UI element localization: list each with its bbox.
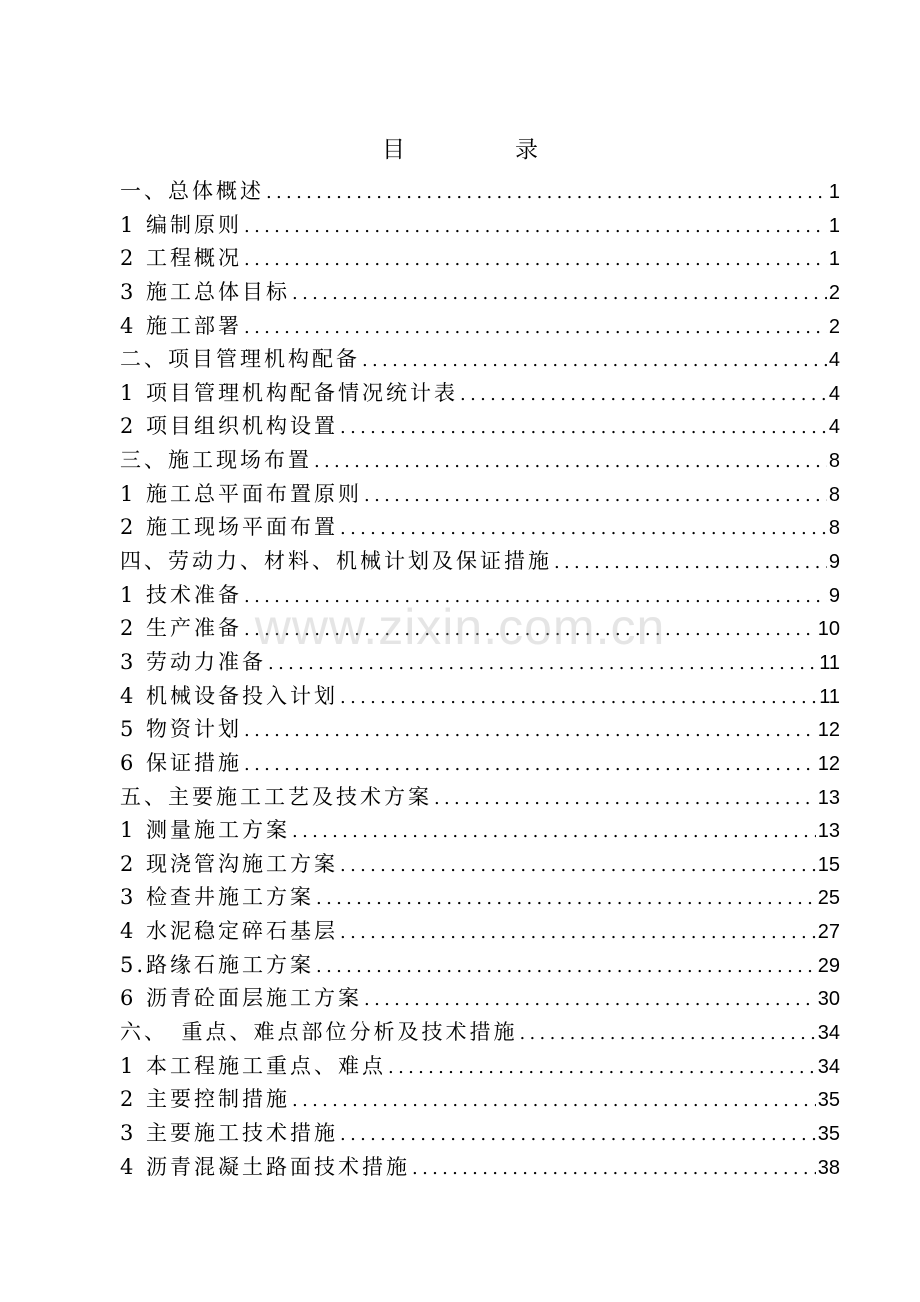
toc-entry-page: 8 [828, 483, 840, 506]
toc-entry[interactable] [120, 276, 840, 310]
toc-leader-dots [244, 317, 827, 338]
toc-entry-page: 1 [828, 181, 840, 203]
page-title-right: 录 [515, 137, 538, 163]
toc-entry-page: 4 [828, 416, 840, 439]
toc-entry-page: 35 [817, 1122, 840, 1145]
toc-entry[interactable] [120, 814, 840, 848]
toc-entry[interactable] [120, 881, 840, 915]
toc-entry[interactable] [120, 915, 840, 949]
toc-entry[interactable] [120, 1050, 840, 1084]
toc-leader-dots [434, 788, 816, 809]
toc-entry-label: 二、项目管理机构配备 [120, 347, 360, 372]
toc-entry[interactable] [120, 713, 840, 747]
toc-entry-label: 2 主要控制措施 [120, 1087, 291, 1112]
toc-leader-dots [266, 182, 827, 203]
toc-leader-dots [340, 518, 827, 539]
toc-entry-label: 4 机械设备投入计划 [120, 683, 339, 708]
toc-entry-label: 3 劳动力准备 [120, 649, 267, 674]
toc-leader-dots [362, 350, 827, 371]
toc-entry-label: 2 施工现场平面布置 [120, 515, 339, 540]
toc-entry-page: 2 [828, 315, 840, 338]
toc-entry-page: 29 [817, 954, 840, 977]
toc-entry-label: 4 水泥稳定碎石基层 [120, 919, 339, 944]
toc-leader-dots [340, 1124, 816, 1145]
toc-entry[interactable] [120, 1117, 840, 1151]
toc-entry[interactable] [120, 579, 840, 613]
toc-leader-dots [244, 619, 816, 640]
toc-leader-dots [292, 1090, 816, 1111]
toc-entry-page: 8 [828, 450, 840, 473]
toc-entry-page: 34 [817, 1022, 840, 1045]
toc-entry-label: 4 施工部署 [120, 313, 243, 338]
toc-entry-page: 1 [828, 214, 840, 237]
toc-leader-dots [316, 956, 816, 977]
toc-entry-label: 5.路缘石施工方案 [120, 952, 315, 977]
toc-entry-page: 38 [817, 1156, 840, 1179]
toc-entry-label: 四、劳动力、材料、机械计划及保证措施 [120, 549, 552, 574]
toc-entry-label: 4 沥青混凝土路面技术措施 [120, 1154, 411, 1179]
toc-entry[interactable] [120, 1151, 840, 1185]
page-title-left: 目 [382, 137, 405, 163]
toc-entry-label: 2 现浇管沟施工方案 [120, 851, 339, 876]
toc-entry[interactable] [120, 646, 840, 680]
toc-entry[interactable] [120, 1083, 840, 1117]
toc-entry[interactable] [120, 242, 840, 276]
toc-leader-dots [554, 552, 827, 573]
toc-entry[interactable] [120, 982, 840, 1016]
toc-entry-label: 3 主要施工技术措施 [120, 1120, 339, 1145]
toc-entry[interactable] [120, 343, 840, 377]
toc-entry[interactable] [120, 1016, 840, 1050]
toc-entry-page: 12 [817, 719, 840, 742]
toc-entry-page: 9 [828, 551, 840, 574]
toc-leader-dots [268, 653, 817, 674]
toc-leader-dots [340, 687, 817, 708]
toc-entry[interactable] [120, 545, 840, 579]
toc-entry-page: 27 [817, 921, 840, 944]
toc-entry[interactable] [120, 209, 840, 243]
toc-entry-label: 1 本工程施工重点、难点 [120, 1053, 387, 1078]
toc-entry-page: 1 [828, 248, 840, 271]
toc-entry-page: 13 [817, 786, 840, 809]
toc-entry-label: 三、施工现场布置 [120, 448, 312, 473]
toc-leader-dots [316, 888, 816, 909]
toc-leader-dots [340, 922, 816, 943]
toc-leader-dots [364, 989, 816, 1010]
toc-entry[interactable] [120, 781, 840, 815]
toc-entry-label: 1 项目管理机构配备情况统计表 [120, 380, 459, 405]
toc-leader-dots [412, 1158, 816, 1179]
toc-entry[interactable] [120, 848, 840, 882]
toc-entry-page: 15 [817, 853, 840, 876]
toc-entry-label: 2 工程概况 [120, 246, 243, 271]
toc-entry[interactable] [120, 175, 840, 209]
toc-entry-label: 2 生产准备 [120, 616, 243, 641]
toc-entry-page: 4 [828, 349, 840, 372]
toc-entry-page: 35 [817, 1089, 840, 1112]
toc-entry-label: 5 物资计划 [120, 717, 243, 742]
toc-entry-label: 一、总体概述 [120, 179, 264, 203]
toc-leader-dots [520, 1023, 816, 1044]
toc-entry-label: 3 检查井施工方案 [120, 885, 315, 910]
toc-entry-page: 9 [828, 584, 840, 607]
toc-entry-label: 2 项目组织机构设置 [120, 414, 339, 439]
toc-entry-label: 五、主要施工工艺及技术方案 [120, 784, 432, 809]
toc-entry-label: 6 保证措施 [120, 750, 243, 775]
toc-entry-page: 25 [817, 887, 840, 910]
table-of-contents [120, 175, 840, 1184]
toc-entry-label: 6 沥青砼面层施工方案 [120, 986, 363, 1011]
toc-leader-dots [364, 485, 827, 506]
toc-entry-page: 2 [828, 281, 840, 304]
toc-leader-dots [340, 855, 816, 876]
toc-entry[interactable] [120, 410, 840, 444]
toc-entry-page: 34 [817, 1055, 840, 1078]
toc-entry[interactable] [120, 949, 840, 983]
page-title [0, 133, 920, 167]
toc-entry-page: 12 [817, 752, 840, 775]
toc-leader-dots [388, 1057, 816, 1078]
toc-leader-dots [314, 451, 827, 472]
toc-entry[interactable] [120, 377, 840, 411]
toc-entry[interactable] [120, 310, 840, 344]
toc-entry-page: 13 [817, 820, 840, 843]
toc-entry-label: 3 施工总体目标 [120, 279, 291, 304]
toc-leader-dots [244, 586, 827, 607]
toc-leader-dots [292, 821, 816, 842]
toc-leader-dots [244, 249, 827, 270]
toc-leader-dots [244, 216, 827, 237]
toc-entry-label: 1 施工总平面布置原则 [120, 481, 363, 506]
toc-entry[interactable] [120, 444, 840, 478]
toc-entry-page: 11 [819, 651, 840, 674]
toc-leader-dots [460, 384, 827, 405]
toc-leader-dots [244, 720, 816, 741]
toc-entry-label: 1 测量施工方案 [120, 818, 291, 843]
toc-entry[interactable] [120, 478, 840, 512]
toc-entry[interactable] [120, 612, 840, 646]
toc-leader-dots [340, 417, 827, 438]
toc-entry-label: 六、 重点、难点部位分析及技术措施 [120, 1020, 518, 1045]
toc-entry[interactable] [120, 680, 840, 714]
toc-entry[interactable] [120, 511, 840, 545]
toc-entry-page: 8 [828, 517, 840, 540]
toc-entry-page: 4 [828, 382, 840, 405]
toc-entry[interactable] [120, 747, 840, 781]
toc-leader-dots [292, 283, 827, 304]
toc-entry-page: 11 [819, 685, 840, 708]
toc-leader-dots [244, 754, 816, 775]
toc-entry-label: 1 技术准备 [120, 582, 243, 607]
toc-entry-label: 1 编制原则 [120, 212, 243, 237]
toc-entry-page: 30 [817, 988, 840, 1011]
watermark: www.zixin.com.cn [254, 599, 666, 655]
toc-entry-page: 10 [817, 618, 840, 641]
